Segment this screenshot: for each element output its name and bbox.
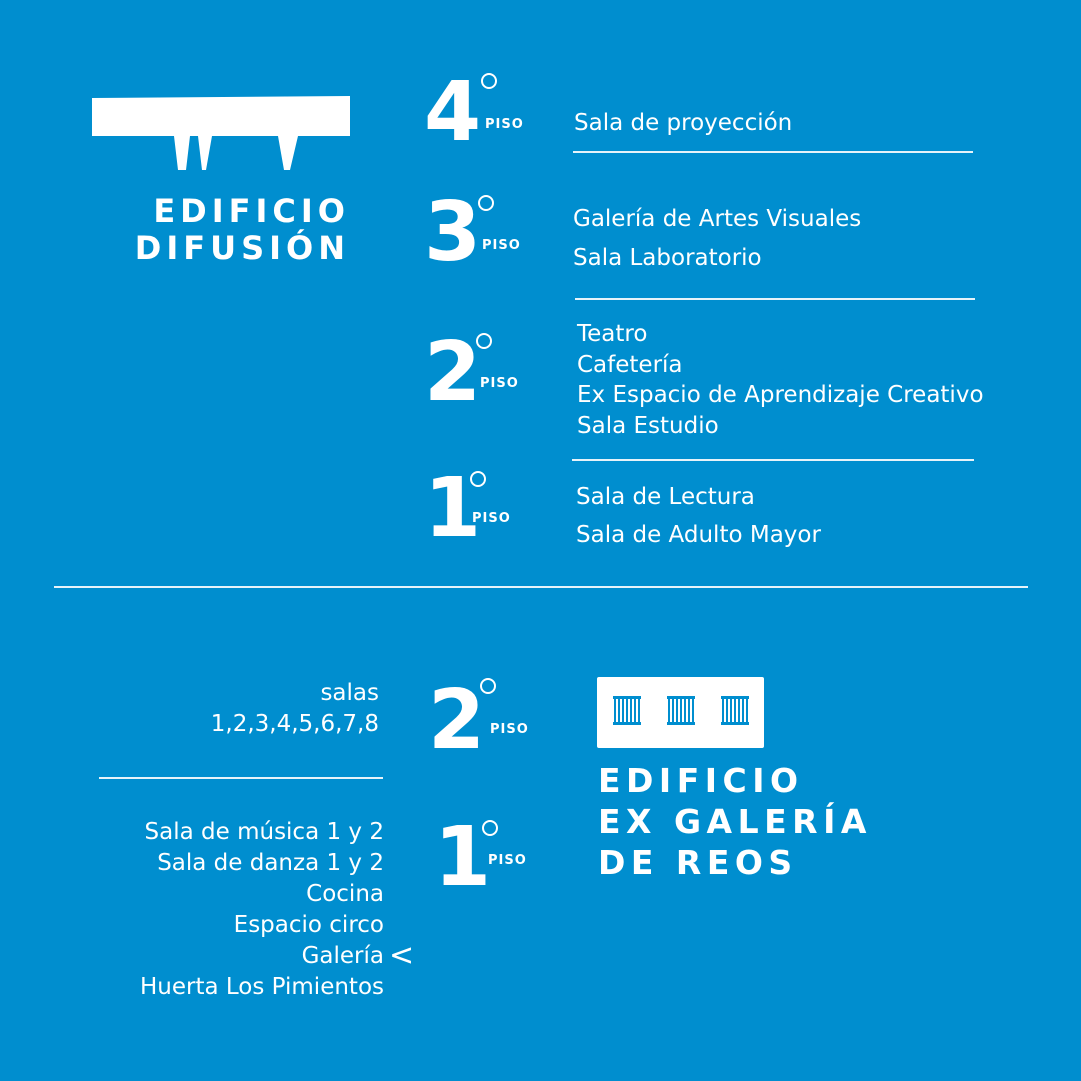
room-item: Sala de Adulto Mayor [576, 522, 821, 548]
room-item: salas [320, 680, 379, 706]
piso-label: PISO [482, 238, 521, 253]
galeria-title-line2: EX GALERÍA [598, 802, 872, 841]
room-item: 1,2,3,4,5,6,7,8 [210, 711, 379, 737]
divider [572, 459, 974, 461]
room-item: Sala de danza 1 y 2 [157, 850, 384, 876]
floor-number: 1 [424, 461, 480, 556]
edificio-difusion-logo [92, 96, 350, 170]
floor-number: 2 [428, 673, 484, 768]
galeria-floor-2-rooms [211, 678, 379, 740]
room-item: Espacio circo [233, 912, 384, 938]
room-item: Cocina [306, 881, 384, 907]
difusion-title-line2: DIFUSIÓN [134, 229, 350, 267]
room-item: Cafetería [577, 351, 683, 378]
room-item: Sala de proyección [574, 110, 793, 136]
current-location-marker-icon: < [389, 938, 415, 973]
room-item: Ex Espacio de Aprendizaje Creativo [577, 382, 984, 408]
difusion-floor-2-rooms [577, 319, 984, 441]
room-item: Galería de Artes Visuales [573, 206, 862, 232]
degree-icon [470, 471, 486, 487]
piso-label: PISO [472, 511, 511, 526]
room-item: Sala de música 1 y 2 [144, 819, 384, 845]
difusion-floor-1 [424, 461, 544, 556]
floor-number: 3 [424, 185, 480, 280]
piso-label: PISO [485, 117, 524, 132]
difusion-floor-1-rooms [576, 478, 821, 554]
difusion-building-title [135, 193, 350, 267]
piso-label: PISO [488, 853, 527, 868]
room-item: Huerta Los Pimientos [139, 974, 384, 1000]
degree-icon [480, 678, 496, 694]
difusion-floor-4 [424, 65, 544, 160]
edificio-ex-galeria-logo [597, 677, 764, 748]
room-item: Sala Estudio [577, 412, 719, 439]
galeria-floor-1 [434, 810, 554, 905]
room-item: Sala Laboratorio [573, 245, 762, 271]
degree-icon [481, 73, 497, 89]
room-item: Teatro [577, 321, 648, 347]
galeria-floor-1-rooms [140, 817, 384, 1003]
degree-icon [478, 195, 494, 211]
galeria-title-line3: DE REOS [598, 843, 798, 882]
galeria-floor-2 [428, 673, 548, 768]
floor-number: 2 [424, 325, 480, 420]
divider [99, 777, 383, 779]
difusion-floor-2 [424, 325, 544, 420]
difusion-floor-3-rooms [573, 200, 861, 278]
piso-label: PISO [490, 722, 529, 737]
degree-icon [482, 820, 498, 836]
floor-number: 4 [424, 65, 480, 160]
divider [573, 151, 973, 153]
difusion-title-line1: EDIFICIO [153, 192, 350, 230]
room-item-current: Galería [301, 943, 384, 969]
piso-label: PISO [480, 376, 519, 391]
degree-icon [476, 333, 492, 349]
difusion-floor-3 [424, 185, 544, 280]
room-item: Sala de Lectura [576, 484, 755, 510]
section-divider [54, 586, 1028, 588]
difusion-floor-4-rooms [574, 108, 792, 138]
galeria-building-title [598, 760, 872, 883]
divider [575, 298, 975, 300]
floor-number: 1 [434, 810, 490, 905]
galeria-title-line1: EDIFICIO [598, 761, 804, 800]
